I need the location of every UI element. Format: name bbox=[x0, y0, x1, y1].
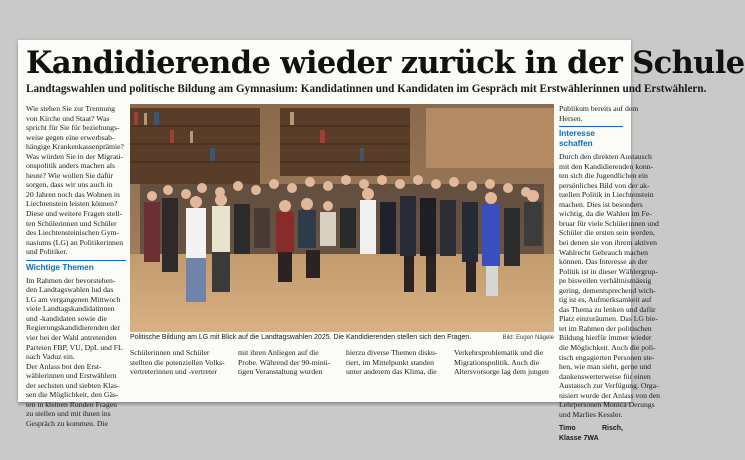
text-line: tigen Veranstaltung wurden bbox=[238, 367, 323, 377]
author-byline: Timo Risch, Klasse 7WA bbox=[559, 425, 623, 442]
section-title-wichtige-themen: Wichtige Themen bbox=[26, 260, 126, 273]
text-line: Altersvorsorge lag dem jungen bbox=[454, 367, 549, 377]
text-line: spricht für Sie für beziehungs- bbox=[26, 123, 120, 133]
text-line: Platz einzuräumen. Das LG bie- bbox=[559, 314, 658, 324]
bottom-col-4 bbox=[346, 348, 446, 377]
text-line: ten sich die Jugendlichen ein bbox=[559, 171, 648, 181]
text-line: Verkehrsproblematik und die bbox=[454, 348, 544, 357]
text-line: wählerinnen und Erstwählern bbox=[26, 371, 117, 381]
text-line: machen. Dies ist besonders bbox=[559, 199, 643, 209]
text-line: mit den Kandidierenden konn- bbox=[559, 161, 654, 171]
text-line: und Marlies Kessler. bbox=[559, 409, 623, 419]
caption-text: Politische Bildung am LG mit Blick auf die Landtagswahlen 2025. Die Kandidierenden stellen sich den Fragen. bbox=[130, 334, 472, 341]
text-line: nach Vaduz ein. bbox=[26, 352, 75, 362]
page-shadow bbox=[18, 402, 631, 406]
photo-caption bbox=[130, 334, 554, 341]
text-line: Parteien FBP, VU, DpL und FL bbox=[26, 342, 123, 352]
text-line: Lehrpersonen Monica Derungs bbox=[559, 400, 655, 410]
text-line: Im Rahmen der bevorstehen- bbox=[26, 275, 116, 285]
article-headline: Kandidierende wieder zurück in der Schule bbox=[26, 45, 745, 81]
text-line: hängige Krankenkassenprämie? bbox=[26, 142, 124, 152]
column-1 bbox=[26, 104, 126, 429]
group-photo bbox=[130, 104, 554, 332]
continuation-paragraph bbox=[559, 104, 639, 123]
text-line: dankenswerterweise für einen bbox=[559, 371, 651, 381]
text-line: ten Schülerinnen und Schüler bbox=[26, 218, 117, 228]
text-line: Bildung hierfür immer wieder bbox=[559, 333, 652, 343]
text-line: Austausch zur Verfügung. Orga- bbox=[559, 381, 659, 391]
text-line: von Kirche und Staat? Was bbox=[26, 113, 110, 123]
group-photo-image bbox=[130, 104, 554, 332]
text-line: hierzu diverse Themen disku- bbox=[346, 348, 438, 357]
text-line: tisch engagierten Personen ste- bbox=[559, 352, 655, 362]
text-line: der sechsten und siebten Klas- bbox=[26, 380, 120, 390]
text-line: nasiums (LG) an Politikerinnen bbox=[26, 237, 124, 247]
text-line: die Möglichkeit. Auch die poli- bbox=[559, 343, 656, 353]
text-line: den Landtagswahlen lud das bbox=[26, 285, 114, 295]
article-subheadline: Landtagswahlen und politische Bildung am Gymnasium: Kandidatinnen und Kandidaten im Gespräch mit Erstwählerinnen und Erstwählern. bbox=[26, 83, 707, 95]
text-line: und -kandidaten sowie die bbox=[26, 313, 107, 323]
text-line: Diese und weitere Fragen stell- bbox=[26, 209, 123, 219]
text-line: mit ihren Anliegen auf die bbox=[238, 348, 319, 357]
text-line: LG am vergangenen Mittwoch bbox=[26, 294, 121, 304]
text-line: pe bisweilen verhältnismässig bbox=[559, 276, 652, 286]
text-line: Migrationspolitik. Auch die bbox=[454, 357, 540, 367]
text-line: Politik ist in dieser Wählergrup- bbox=[559, 266, 658, 276]
text-line: Wahlrecht Gebrauch machen bbox=[559, 247, 649, 257]
text-line: tig ist es, Aufmerksamkeit auf bbox=[559, 295, 652, 305]
section-title-interesse-schaffen: Interesse schaffen bbox=[559, 126, 623, 149]
text-line: des Liechtensteinischen Gym- bbox=[26, 228, 120, 238]
text-line: ten in kleinen Runden Fragen bbox=[26, 399, 117, 409]
intro-paragraph bbox=[26, 104, 126, 257]
text-line: vier bei der Wahl antretenden bbox=[26, 333, 117, 343]
text-line: können. Das Interesse an der bbox=[559, 257, 648, 267]
text-line: 20 Jahren noch das Wohnen in bbox=[26, 189, 120, 199]
text-line: Liechtenstein leisten können? bbox=[26, 199, 118, 209]
text-line: Schülerinnen und Schüler bbox=[130, 348, 210, 357]
text-line: tet im Rahmen der politischen bbox=[559, 323, 652, 333]
text-line: nisiert wurde der Anlass von den bbox=[559, 390, 660, 400]
column-5 bbox=[559, 104, 660, 444]
text-line: heute? Wie wollen Sie dafür bbox=[26, 170, 114, 180]
text-line: viele Landtagskandidatinnen bbox=[26, 304, 115, 314]
text-line: Regierungskandidierenden der bbox=[26, 323, 121, 333]
text-line: persönliches Bild von der ak- bbox=[559, 180, 650, 190]
text-line: weise gegen eine erwerbsab- bbox=[26, 132, 115, 142]
text-line: tuellen Politik in Liechtenstein bbox=[559, 190, 654, 200]
text-line: Wie stehen Sie zur Trennung bbox=[26, 104, 115, 113]
text-line: Hersen. bbox=[559, 113, 583, 123]
text-line: stellten die potenziellen Volks- bbox=[130, 357, 225, 367]
newspaper-clipping bbox=[18, 40, 745, 442]
text-line: zu stellen und mit ihnen ins bbox=[26, 409, 111, 419]
text-line: bei denen sie von ihrem aktiven bbox=[559, 238, 657, 248]
text-line: bruar für viele Schülerinnen und bbox=[559, 218, 659, 228]
text-line: gering, dementsprechend wich- bbox=[559, 285, 656, 295]
bottom-col-5 bbox=[454, 348, 554, 377]
text-line: Probe. Während der 90-minü- bbox=[238, 357, 331, 367]
text-line: sorgen, dass wir uns auch in bbox=[26, 180, 113, 190]
text-line: Der Anlass bot den Erst- bbox=[26, 361, 102, 371]
text-line: unter anderem das Klima, die bbox=[346, 367, 437, 377]
text-line: tiert, im Mittelpunkt standen bbox=[346, 357, 434, 367]
text-line: onspolitik anders machen als bbox=[26, 161, 116, 171]
bottom-col-3 bbox=[238, 348, 338, 377]
text-line: Gespräch zu kommen. Die bbox=[26, 418, 108, 428]
text-line: Was würden Sie in der Migrati- bbox=[26, 151, 123, 161]
text-line: sen die Möglichkeit, den Gäs- bbox=[26, 390, 119, 400]
text-line: und Politiker. bbox=[26, 247, 68, 257]
text-line: vertreterinnen und -vertreter bbox=[130, 367, 218, 377]
text-line: das Thema zu lenken und dafür bbox=[559, 304, 656, 314]
photo-credit: Bild: Eugen Nägele bbox=[502, 335, 554, 341]
text-line: Publikum bereits auf dem bbox=[559, 104, 639, 113]
text-line: Durch den direkten Austausch bbox=[559, 152, 652, 162]
text-line: wichtig, da die Wahlen im Fe- bbox=[559, 209, 652, 219]
body-paragraph-2 bbox=[559, 152, 660, 419]
text-line: hen, wie man sieht, gerne und bbox=[559, 362, 652, 372]
bottom-col-2 bbox=[130, 348, 230, 377]
text-line: Schüler die ersten sein werden, bbox=[559, 228, 655, 238]
